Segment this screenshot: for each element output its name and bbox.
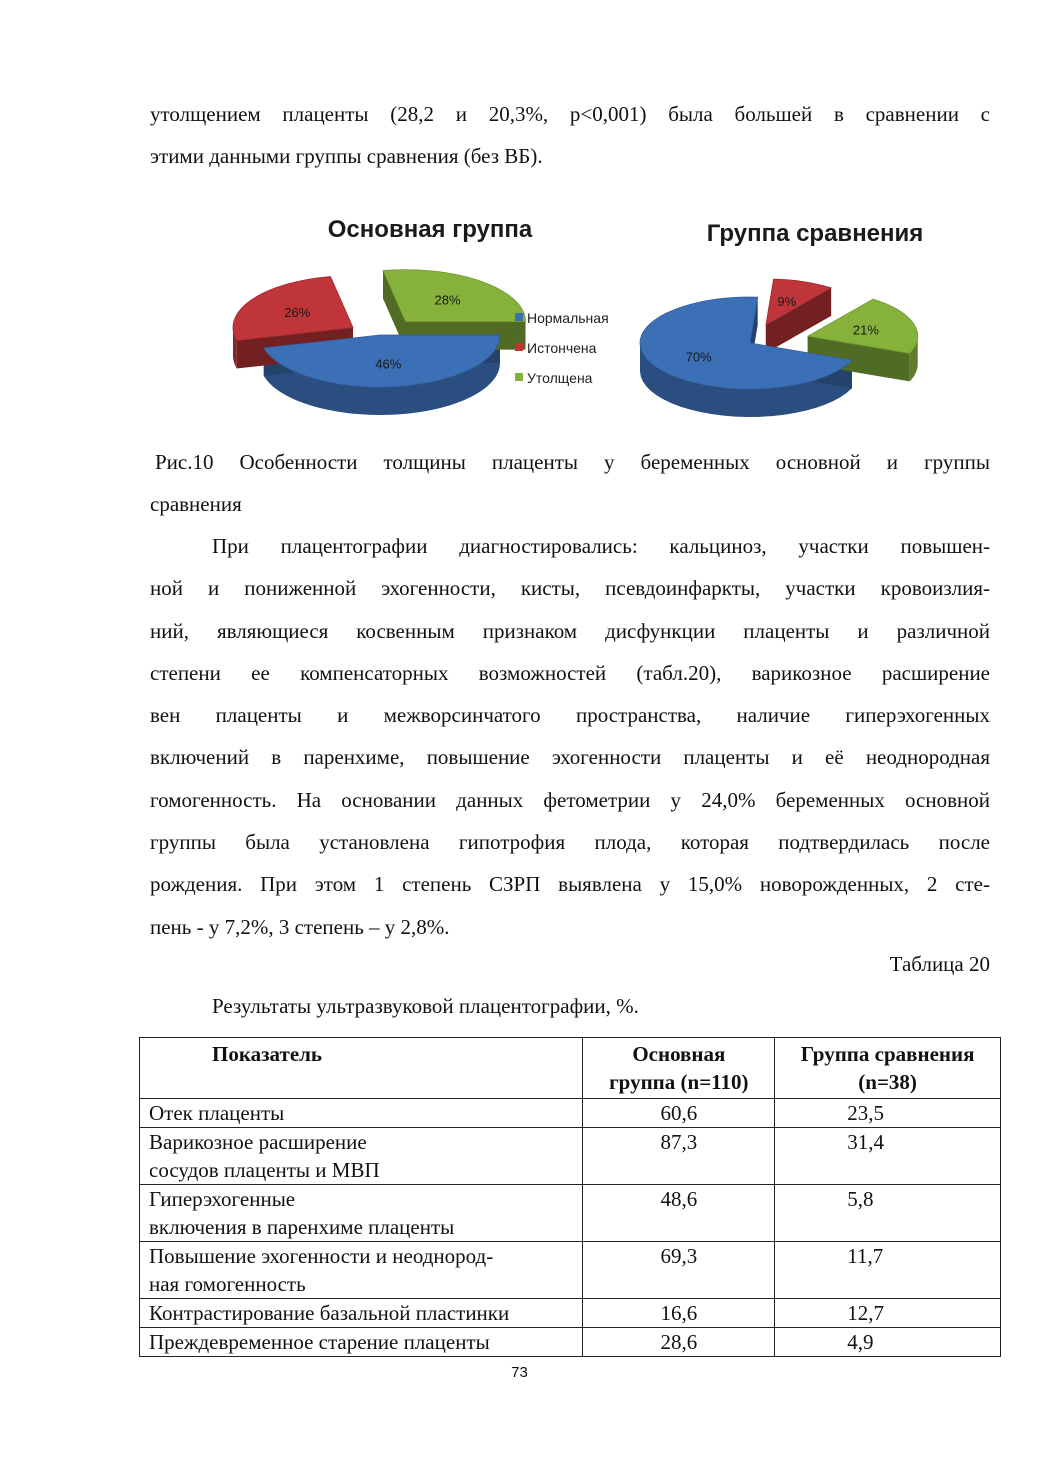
chart-1-title: Основная группа	[327, 216, 533, 243]
row-label-text: Отек плаценты	[149, 1101, 285, 1125]
table-label: Таблица 20	[889, 952, 990, 976]
body-line-5: вен плаценты и межворсинчатого пространства, наличие гиперэхогенных	[150, 703, 990, 728]
pie-charts-figure	[230, 205, 950, 425]
row-label	[140, 1328, 583, 1357]
row-comp-value: 31,4	[775, 1128, 1001, 1185]
header-main-line-1: Основная	[632, 1042, 726, 1066]
pie-chart-main	[233, 270, 526, 415]
chart-2-title: Группа сравнения	[706, 220, 924, 247]
pie-chart-comparison	[640, 279, 918, 417]
results-table	[139, 1037, 1001, 1357]
header-indicator-text: Показатель	[212, 1042, 323, 1066]
pie-comp-slice-label-0: 70%	[685, 349, 712, 365]
figure-caption	[150, 441, 990, 526]
body-line-7: гомогенность. На основании данных фетометрии у 24,0% беременных основной	[150, 787, 990, 812]
intro-line-1: утолщением плаценты (28,2 и 20,3%, р<0,001) была большей в сравнении с	[150, 102, 990, 126]
table-row	[140, 1099, 1001, 1128]
caption-line-1: Рис.10 Особенности толщины плаценты у беременных основной и группы	[155, 450, 990, 474]
header-comp-line-1: Группа сравнения	[800, 1042, 975, 1066]
row-label-text: включения в паренхиме плаценты	[149, 1215, 455, 1239]
table-row	[140, 1185, 1001, 1242]
header-main-line-2: группа (n=110)	[609, 1070, 749, 1094]
row-main-value: 60,6	[583, 1099, 775, 1128]
table-row	[140, 1242, 1001, 1299]
table-row	[140, 1299, 1001, 1328]
legend-label-normal: Нормальная	[527, 310, 609, 326]
body-paragraph	[150, 525, 990, 948]
row-main-value: 69,3	[583, 1242, 775, 1299]
row-main-value: 48,6	[583, 1185, 775, 1242]
body-line-8: группы была установлена гипотрофия плода, которая подтвердилась после	[150, 830, 990, 855]
row-label	[140, 1242, 583, 1299]
legend-label-thin: Истончена	[527, 340, 597, 356]
header-indicator	[140, 1038, 583, 1099]
row-label-text: Гиперэхогенные	[149, 1187, 296, 1211]
header-comparison-group	[775, 1038, 1001, 1099]
row-label-text: Контрастирование базальной пластинки	[149, 1301, 510, 1325]
row-label	[140, 1185, 583, 1242]
row-label-text: сосудов плаценты и МВП	[149, 1158, 380, 1182]
row-label	[140, 1099, 583, 1128]
table-title: Результаты ультразвуковой плацентографии, %.	[212, 994, 639, 1018]
legend-swatch-thick	[515, 373, 523, 381]
row-comp-value: 11,7	[775, 1242, 1001, 1299]
row-main-value: 28,6	[583, 1328, 775, 1357]
pie-main-slice-label-1: 26%	[284, 305, 311, 321]
row-main-value: 87,3	[583, 1128, 775, 1185]
row-label-text: Варикозное расширение	[149, 1130, 367, 1154]
row-main-value: 16,6	[583, 1299, 775, 1328]
pie-comp-slice-label-2: 21%	[852, 322, 879, 338]
body-line-6: включений в паренхиме, повышение эхогенности плаценты и её неоднородная	[150, 745, 990, 770]
body-line-9: рождения. При этом 1 степень СЗРП выявлена у 15,0% новорожденных, 2 сте-	[150, 872, 990, 897]
legend-swatch-normal	[515, 313, 523, 321]
row-comp-value: 5,8	[775, 1185, 1001, 1242]
row-label	[140, 1128, 583, 1185]
body-line-10: пень - у 7,2%, 3 степень – у 2,8%.	[150, 914, 450, 939]
table-row	[140, 1128, 1001, 1185]
table-header-row	[140, 1038, 1001, 1099]
body-line-2: ной и пониженной эхогенности, кисты, псевдоинфаркты, участки кровоизлия-	[150, 576, 990, 601]
row-label	[140, 1299, 583, 1328]
header-main-group	[583, 1038, 775, 1099]
row-label-text: ная гомогенность	[149, 1272, 306, 1296]
body-line-3: ний, являющиеся косвенным признаком дисфункции плаценты и различной	[150, 618, 990, 643]
header-comp-line-2: (n=38)	[858, 1070, 917, 1094]
pie-main-slice-label-2: 28%	[434, 292, 461, 308]
body-line-1: При плацентографии диагностировались: кальциноз, участки повышен-	[212, 534, 990, 558]
pie-main-slice-label-0: 46%	[375, 356, 402, 372]
intro-line-2: этими данными группы сравнения (без ВБ).	[150, 144, 543, 169]
table-row	[140, 1328, 1001, 1357]
legend-label-thick: Утолщена	[527, 370, 593, 386]
row-comp-value: 23,5	[775, 1099, 1001, 1128]
intro-paragraph	[150, 93, 990, 178]
pie-comp-slice-label-1: 9%	[777, 294, 797, 310]
row-label-text: Преждевременное старение плаценты	[149, 1330, 490, 1354]
chart-legend	[515, 310, 609, 386]
page-number: 73	[511, 1364, 528, 1381]
row-comp-value: 12,7	[775, 1299, 1001, 1328]
row-label-text: Повышение эхогенности и неоднород-	[149, 1244, 494, 1268]
row-comp-value: 4,9	[775, 1328, 1001, 1357]
caption-line-2: сравнения	[150, 492, 242, 517]
legend-swatch-thin	[515, 343, 523, 351]
body-line-4: степени ее компенсаторных возможностей (табл.20), варикозное расширение	[150, 660, 990, 685]
